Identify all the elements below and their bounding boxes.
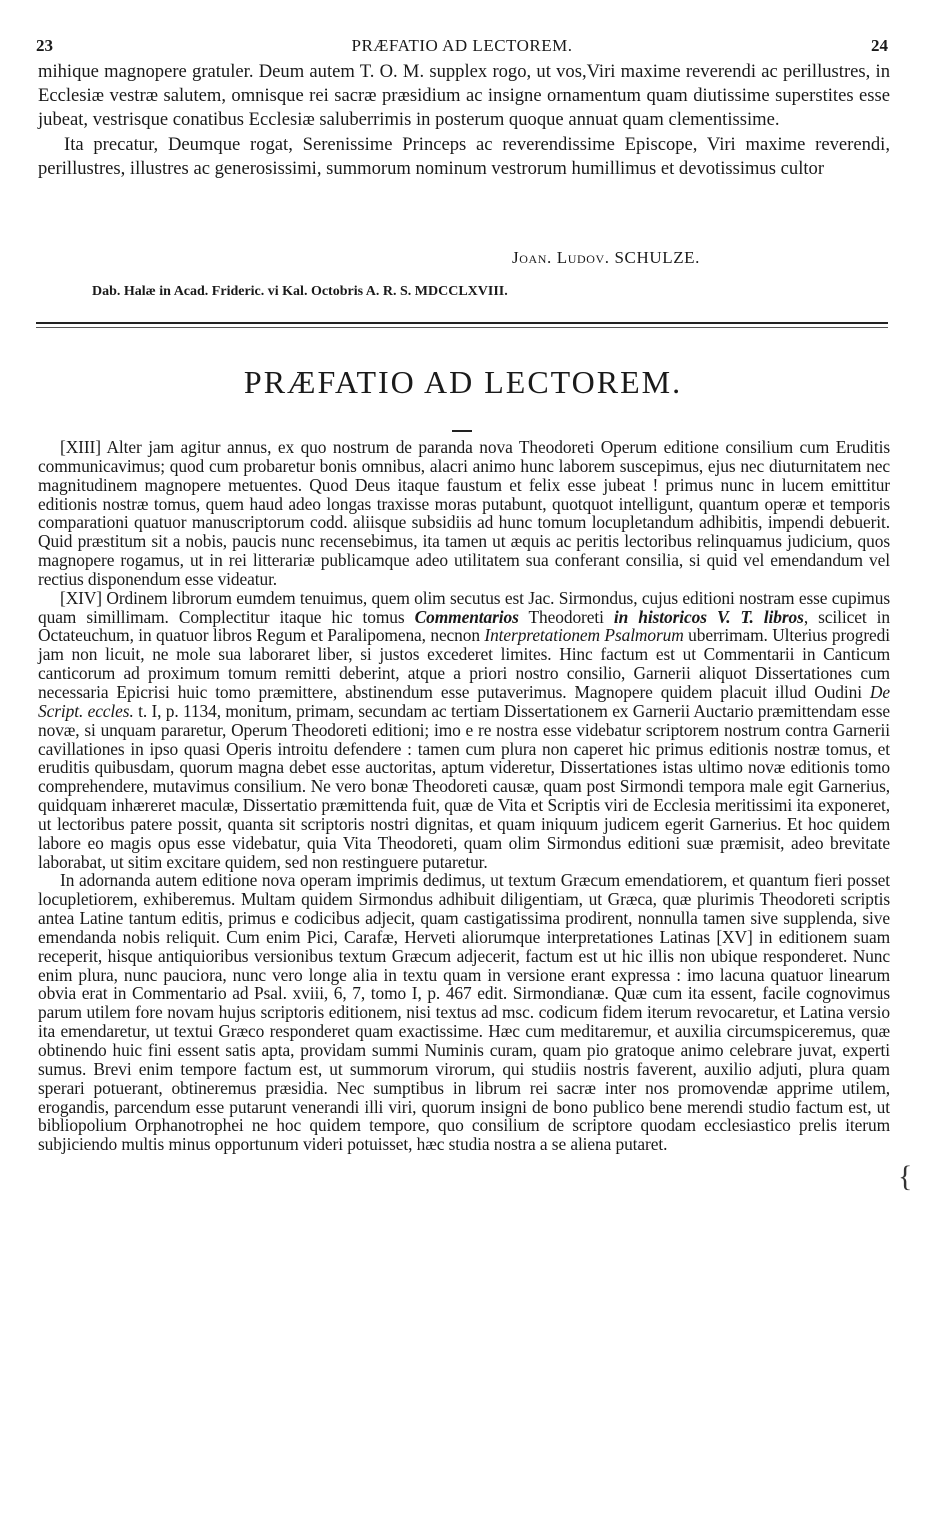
body-text: Theodoreti xyxy=(518,606,614,627)
dateline: Dab. Halæ in Acad. Frideric. vi Kal. Octobris A. R. S. MDCCLXVIII. xyxy=(92,284,508,299)
signature: Joan. Ludov. SCHULZE. xyxy=(512,248,701,267)
margin-brace-mark: { xyxy=(898,1160,913,1193)
section-title: PRÆFATIO AD LECTOREM. xyxy=(243,364,683,400)
dedication-paragraph: mihique magnopere gratuler. Deum autem T. O. M. supplex rogo, ut vos,Viri maxime reverendi ac perillustres, in Ecclesiæ vestræ salutem, omnisque rei sacræ præsidium ac insigne ornamentum quam diutissime superstites esse jubeat, vestrisque conatibus Ecclesiæ saluberrimis in posterum quoque annuat quam clementissime. xyxy=(38,61,890,131)
body-paragraph-2 xyxy=(38,589,890,872)
preface-body xyxy=(38,438,890,1154)
italic-citation: De Script. eccles. xyxy=(38,681,890,721)
dedication-text xyxy=(38,60,890,181)
body-paragraph-3: In adornanda autem editione nova operam imprimis dedimus, ut textum Græcum emendatiorem, et quantum fieri posset locupletiorem, exhiberemus. Multam quidem Sirmondus adhibuit diligentiam, ut Græca, quæ plurimis Theodoreti scriptis antea Latine tantum editis, primus e codicibus adjecit, quam castigatissima prodirent, nonnulla tamen sive supplenda, sive emendanda nobis reliquit. Cum enim Pici, Carafæ, Herveti aliorumque interpretationes Latinas [XV] in editionem suam receperit, hisque antiquioribus versionibus textum Græcum adjecerit, factum est ut hic illis non ubique responderet. Nunc enim plura, nunc pauciora, nunc vero longe alia in textu quam in versione erant expressa : imo lacuna quatuor linearum obvia erat in Commentario ad Psal. xviii, 6, 7, tomo I, p. 467 edit. Sirmondianæ. Quæ cum ita essent, facile cognovimus parum utilem fore novam hujus scriptoris editionem, nisi textus ad msc. codicum fidem iterum revocaretur, et Latina versio ita emendaretur, ut textui Græco responderet quam exactissime. Hæc cum meditaremur, et auxilia circumspiceremus, quæ obtinendo huic fini essent satis apta, providam summi Numinis curam, quam pio gratoque animo celebrare juvat, experti sumus. Brevi enim tempore factum est, ut summorum virorum, qui studiis nostris faverent, auxilio adjuti, plura quam sperari potuerant, obtineremus præsidia. Nec sumptibus in librum rei sacræ inter nos promovendæ apprime utilem, erogandis, parcendum esse putarunt venerandi illi viri, quorum insigni de bono publico bene merendi studio factum est, ut bibliopolium Orphanotrophei ne hoc quidem tempore, quo consilium de scriptore quodam ecclesiastico prelis iterum subjiciendo multis minus opportunum videri potuisset, hæc studia nostra a se aliena putaret. xyxy=(38,870,890,1155)
running-head xyxy=(36,36,888,56)
body-paragraph-1: [XIII] Alter jam agitur annus, ex quo nostrum de paranda nova Theodoreti Operum editione consilium cum Eruditis communicavimus; quod cum probaretur bonis omnibus, alacri animo hunc laborem suscepimus, ejus nec diuturnitatem nec magnitudinem magnopere metuentes. Quod Deus itaque faustum et felix esse jubeat ! primus nunc in lucem emittitur editionis nostræ tomus, quem haud adeo longas traxisse moras putabunt, quotquot intelligunt, quantum operæ et temporis comparationi quatuor manuscriptorum codd. aliisque subsidiis ad hunc tomum locupletandum adhibitis, impendi debuerit. Quid præstitum sit a nobis, paucis nunc recensebimus, ita tamen ut æquis ac peritis lectoribus relinquamus judicium, quos magnopere rogamus, ut in rei litterariæ publicamque adeo utilitatem sua conferant consilia, si quid vel emendandum vel rectius disponendum esse videatur. xyxy=(38,437,890,589)
body-text: , scilicet in Octateuchum, in quatuor libros Regum et Paralipomena, necnon xyxy=(38,606,891,646)
title-ornament-rule xyxy=(452,430,472,432)
italic-term: Interpretationem Psalmorum xyxy=(484,625,684,646)
divider-thick-rule xyxy=(36,322,888,324)
italic-term: in historicos V. T. libros xyxy=(613,606,804,627)
body-text: uberrimam. Ulterius progredi jam non licuit, ne mole sua laboraret liber, si justos excederet limites. Hinc factum est ut Commentarii in Canticum canticorum ad proximum tomum remitti deberint, atque a priori nostro consilio, Garnerii aliquot Dissertationes cum necessaria Epicrisi huic tomo præmittere, abstinendum esse putaverimus. Magnopere quidem placuit illud Oudini xyxy=(38,625,890,702)
italic-term: Commentarios xyxy=(414,606,519,627)
body-text: [XIV] Ordinem librorum eumdem tenuimus, quem olim secutus est Jac. Sirmondus, cujus editioni nostram esse cupimus quam simillimam. Complectitur itaque hic tomus xyxy=(38,587,890,627)
running-head-title: PRÆFATIO AD LECTOREM. xyxy=(351,36,573,55)
body-text: t. I, p. 1134, monitum, primam, secundam ac tertiam Dissertationem ex Garnerii Auctario præmittendam esse novæ, si unquam pararetur, Operum Theodoreti editioni; imo e re nostra esse videbatur scriptorem nostrum contra Garnerii cavillationes in ipso quasi Operis introitu defendere : tamen cum plura non caperet hic primus editionis nostræ tomus, et eruditis quibusdam, quorum magna debet esse auctoritas, aptum videretur, Dissertationes istas ultimo novæ editionis tomo comprehendere, mutavimus consilium. Ne vero bonæ Theodoreti causæ, quam post Sirmondi tempora male egit Garnerius, quidquam inhæreret maculæ, Dissertatio præmittenda fuit, quæ de Vita et Scriptis viri de Ecclesia meritissimi ita exponeret, ut lectoribus patere possit, quanta sit scriptoris nostri dignitas, et quam iniquum judicem egerit Garnerius. Et hoc quidem labore eo magis opus esse videbatur, quia Vita Theodoreti, quam olim Sirmondus editioni suæ præmisit, adeo brevitate laborabat, ut sitim excitare quidem, sed non restinguere putaretur. xyxy=(38,700,890,872)
dedication-closing-paragraph: Ita precatur, Deumque rogat, Serenissime Princeps ac reverendissime Episcope, Viri maxime reverendi, perillustres, illustres ac generosissimi, summorum nominum vestrorum humillimus et devotissimus cultor xyxy=(38,133,890,179)
divider-thin-rule xyxy=(36,327,888,328)
section-divider xyxy=(36,322,888,330)
page-number-left: 23 xyxy=(36,36,53,55)
page-number-right: 24 xyxy=(871,36,888,55)
